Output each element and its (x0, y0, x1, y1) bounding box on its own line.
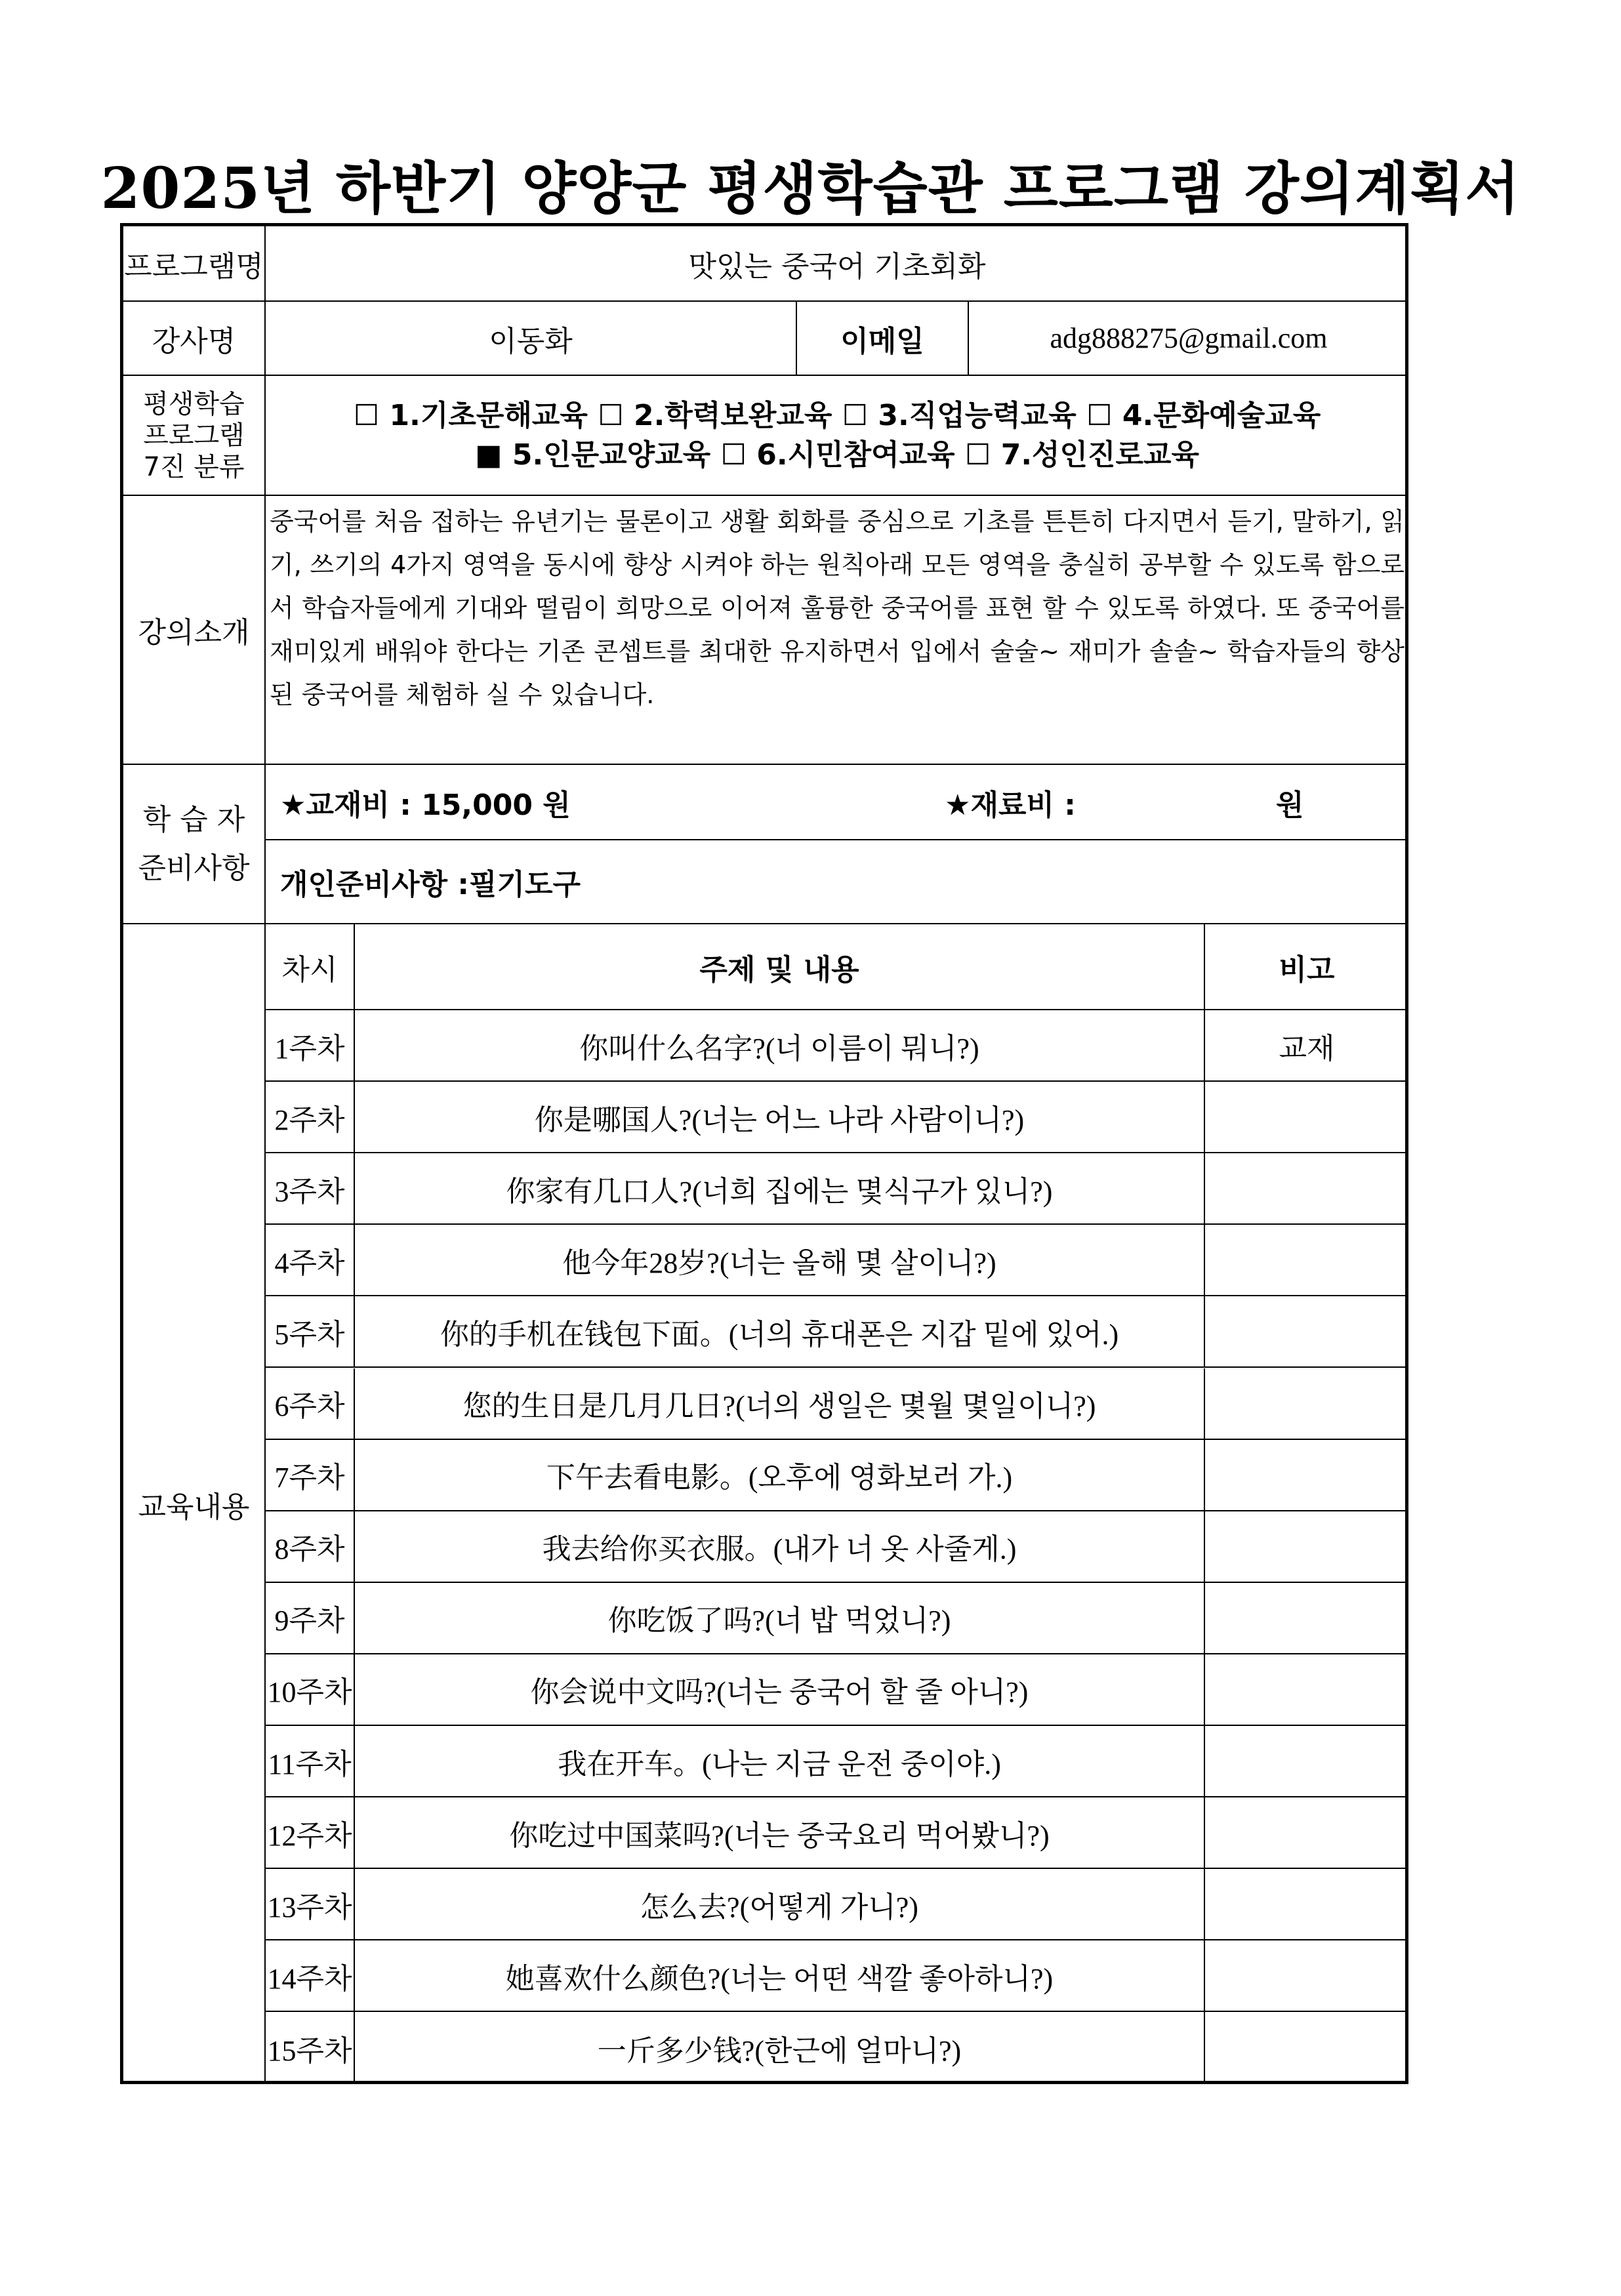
topic-cell: 一斤多少钱?(한근에 얼마니?) (355, 2012, 1205, 2084)
email-label: 이메일 (797, 302, 969, 376)
note-cell (1205, 1225, 1408, 1296)
note-cell (1205, 1368, 1408, 1440)
session-cell: 6주차 (266, 1368, 355, 1440)
prep-label (123, 765, 266, 924)
header-topic: 주제 및 내용 (355, 924, 1205, 1010)
prep-label-line: 준비사항 (138, 851, 250, 885)
intro-label: 강의소개 (123, 496, 266, 765)
prep-label-line: 학 습 자 (142, 802, 245, 836)
topic-cell: 你吃饭了吗?(너 밥 먹었니?) (355, 1583, 1205, 1654)
note-cell (1205, 1296, 1408, 1368)
session-cell: 12주차 (266, 1797, 355, 1869)
topic-cell: 下午去看电影。(오후에 영화보러 가.) (355, 1440, 1205, 1511)
note-cell (1205, 1726, 1408, 1797)
session-cell: 8주차 (266, 1511, 355, 1583)
note-cell (1205, 1583, 1408, 1654)
textbook-cost: ★교재비 : 15,000 원 (280, 788, 571, 822)
topic-cell: 我去给你买衣服。(내가 너 옷 사줄게.) (355, 1511, 1205, 1583)
topic-cell: 怎么去?(어떻게 가니?) (355, 1869, 1205, 1940)
topic-cell: 您的生日是几月几日?(너의 생일은 몇월 몇일이니?) (355, 1368, 1205, 1440)
session-cell: 11주차 (266, 1726, 355, 1797)
note-cell: 교재 (1205, 1010, 1408, 1082)
note-cell (1205, 1654, 1408, 1726)
program-label: 프로그램명 (123, 226, 266, 302)
material-cost-unit: 원 (1276, 788, 1304, 822)
session-cell: 10주차 (266, 1654, 355, 1726)
classification-line-2: ■ 5.인문교양교육 ☐ 6.시민참여교육 ☐ 7.성인진로교육 (474, 438, 1200, 472)
session-cell: 14주차 (266, 1940, 355, 2012)
instructor-name: 이동화 (266, 302, 797, 376)
note-cell (1205, 2012, 1408, 2084)
session-cell: 1주차 (266, 1010, 355, 1082)
personal-prep: 개인준비사항 :필기도구 (266, 840, 1408, 924)
classification-label (123, 376, 266, 496)
session-cell: 9주차 (266, 1583, 355, 1654)
header-note: 비고 (1205, 924, 1408, 1010)
header-session: 차시 (266, 924, 355, 1010)
session-cell: 13주차 (266, 1869, 355, 1940)
note-cell (1205, 1153, 1408, 1225)
instructor-label: 강사명 (123, 302, 266, 376)
note-cell (1205, 1869, 1408, 1940)
topic-cell: 你会说中文吗?(너는 중국어 할 줄 아니?) (355, 1654, 1205, 1726)
classification-options (266, 376, 1408, 496)
classification-label-line: 평생학습 (143, 388, 245, 419)
note-cell (1205, 1511, 1408, 1583)
curriculum-label: 교육내용 (123, 924, 266, 2084)
topic-cell: 他今年28岁?(너는 올해 몇 살이니?) (355, 1225, 1205, 1296)
intro-text: 중국어를 처음 접하는 유년기는 물론이고 생활 회화를 중심으로 기초를 튼튼히 다지면서 듣기, 말하기, 읽기, 쓰기의 4가지 영역을 동시에 향상 시켜야 하는 원칙아래 모든 영역을 충실히 공부할 수 있도록 함으로서 학습자들에게 기대와 떨림이 희망으로 이어져 훌륭한 중국어를 표현 할 수 있도록 하였다. 또 중국어를 재미있게 배워야 한다는 기존 콘셉트를 최대한 유지하면서 입에서 술술~ 재미가 솔솔~ 학습자들의 향상된 중국어를 체험하 실 수 있습니다. (266, 496, 1408, 765)
lecture-plan-table (120, 223, 1408, 2084)
classification-label-line: 프로그램 (143, 420, 245, 451)
classification-line-1: ☐ 1.기초문해교육 ☐ 2.학력보완교육 ☐ 3.직업능력교육 ☐ 4.문화예술교육 (353, 398, 1321, 432)
topic-cell: 你的手机在钱包下面。(너의 휴대폰은 지갑 밑에 있어.) (355, 1296, 1205, 1368)
note-cell (1205, 1797, 1408, 1869)
topic-cell: 她喜欢什么颜色?(너는 어떤 색깔 좋아하니?) (355, 1940, 1205, 2012)
email-value: adg888275@gmail.com (969, 302, 1408, 376)
topic-cell: 你是哪国人?(너는 어느 나라 사람이니?) (355, 1082, 1205, 1153)
topic-cell: 你吃过中国菜吗?(너는 중국요리 먹어봤니?) (355, 1797, 1205, 1869)
note-cell (1205, 1440, 1408, 1511)
session-cell: 7주차 (266, 1440, 355, 1511)
topic-cell: 你叫什么名字?(너 이름이 뭐니?) (355, 1010, 1205, 1082)
note-cell (1205, 1082, 1408, 1153)
session-cell: 15주차 (266, 2012, 355, 2084)
material-cost-label: ★재료비 : (945, 788, 1076, 822)
session-cell: 2주차 (266, 1082, 355, 1153)
topic-cell: 我在开车。(나는 지금 운전 중이야.) (355, 1726, 1205, 1797)
program-name: 맛있는 중국어 기초회화 (266, 226, 1408, 302)
session-cell: 5주차 (266, 1296, 355, 1368)
classification-label-line: 7진 분류 (143, 451, 245, 482)
prep-costs (266, 765, 1408, 840)
document-title: 2025년 하반기 양양군 평생학습관 프로그램 강의계획서 (100, 155, 1521, 222)
topic-cell: 你家有几口人?(너희 집에는 몇식구가 있니?) (355, 1153, 1205, 1225)
session-cell: 4주차 (266, 1225, 355, 1296)
note-cell (1205, 1940, 1408, 2012)
session-cell: 3주차 (266, 1153, 355, 1225)
